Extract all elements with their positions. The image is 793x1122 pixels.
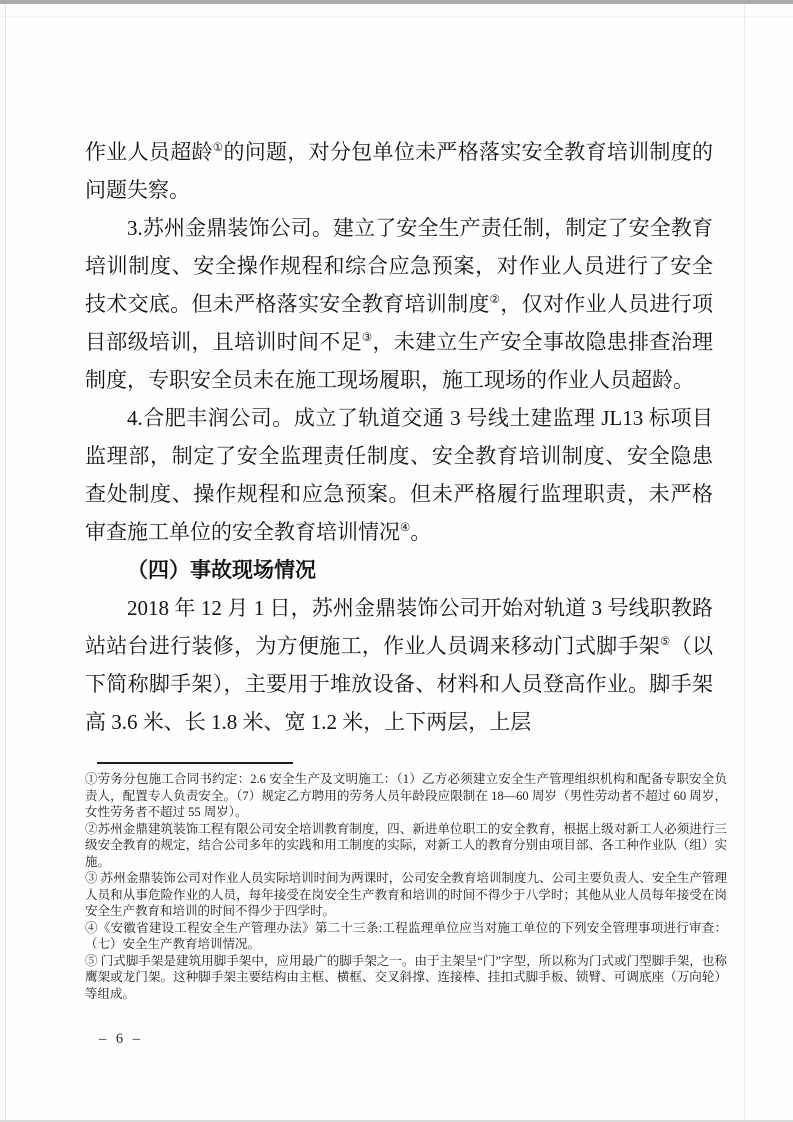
footnote-ref: ② [489, 294, 501, 306]
footnote-ref: ① [212, 142, 224, 154]
footnote-item: ①劳务分包施工合同书约定：2.6 安全生产及文明施工：（1）乙方必须建立安全生产管理组织机构和配备专职安全负责人，配置专人负责安全。（7）规定乙方聘用的劳务人员年龄段应限制在 18—60 周岁（男性劳动者不超过 60 周岁，女性劳务者不超过 55 周岁）。 [85, 772, 727, 819]
body-paragraph: 4.合肥丰润公司。成立了轨道交通 3 号线土建监理 JL13 标项目监理部，制定了安全监理责任制度、安全教育培训制度、安全隐患查处制度、操作规程和应急预案。但未严格履行监理职责，未严格审查施工单位的安全教育培训情况④。 [85, 406, 713, 544]
footnote-item: ③ 苏州金鼎装饰公司对作业人员实际培训时间为两课时，公司安全教育培训制度九、公司主要负责人、安全生产管理人员和从事危险作业的人员，每年接受在岗安全生产教育和培训的时间不得少于八学时；其他从业人员每年接受在岗安全生产教育和培训的时间不得少于四学时。 [85, 871, 727, 918]
body-paragraph: 作业人员超龄①的问题，对分包单位未严格落实安全教育培训制度的问题失察。 [85, 140, 714, 202]
footnote-ref: ⑤ [660, 636, 671, 648]
scan-artifact-faint-line [0, 16, 793, 17]
footnote-item: ⑤ 门式脚手架是建筑用脚手架中，应用最广的脚手架之一。由于主架呈“门”字型，所以称为门式或门型脚手架，也称鹰架或龙门架。这种脚手架主要结构由主框、横框、交叉斜撑、连接棒、挂扣式脚手板、锁臂、可调底座（万向轮）等组成。 [85, 953, 727, 1001]
footnote-item: ④《安徽省建设工程安全生产管理办法》第二十三条:工程监理单位应当对施工单位的下列安全管理事项进行审查：（七）安全生产教育培训情况。 [85, 920, 727, 951]
body-paragraph: 2018 年 12 月 1 日，苏州金鼎装饰公司开始对轨道 3 号线职教路站站台进行装修，为方便施工，作业人员调来移动门式脚手架⑤（以下简称脚手架），主要用于堆放设备、材料和人员登高作业。脚手架高 3.6 米、长 1.8 米、宽 1.2 米，上下两层，上层 [85, 596, 714, 734]
footnote-item: ②苏州金鼎建筑装饰工程有限公司安全培训教育制度，四、新进单位职工的安全教育，根据上级对新工人必须进行三级安全教育的规定，结合公司多年的实践和用工制度的实际，对新工人的教育分别由项目部、各工种作业队（组）实施。 [85, 821, 727, 869]
footnote-separator [97, 762, 293, 764]
scan-artifact-right-edge [744, 4, 745, 1122]
footnote-ref: ③ [361, 332, 373, 344]
body-paragraph: 3.苏州金鼎装饰公司。建立了安全生产责任制，制定了安全教育培训制度、安全操作规程和综合应急预案，对作业人员进行了安全技术交底。但未严格落实安全教育培训制度②，仅对作业人员进行项目部级培训，且培训时间不足③，未建立生产安全事故隐患排查治理制度，专职安全员未在施工现场履职，施工现场的作业人员超龄。 [85, 216, 714, 392]
page-number: – 6 – [99, 1031, 143, 1047]
scan-artifact-top-edge [0, 0, 793, 4]
footnote-ref: ④ [400, 522, 411, 534]
footnotes [85, 771, 727, 1002]
scan-artifact-left-edge [5, 4, 6, 1122]
body-text [85, 133, 713, 741]
section-heading: （四）事故现场情况 [127, 558, 316, 582]
